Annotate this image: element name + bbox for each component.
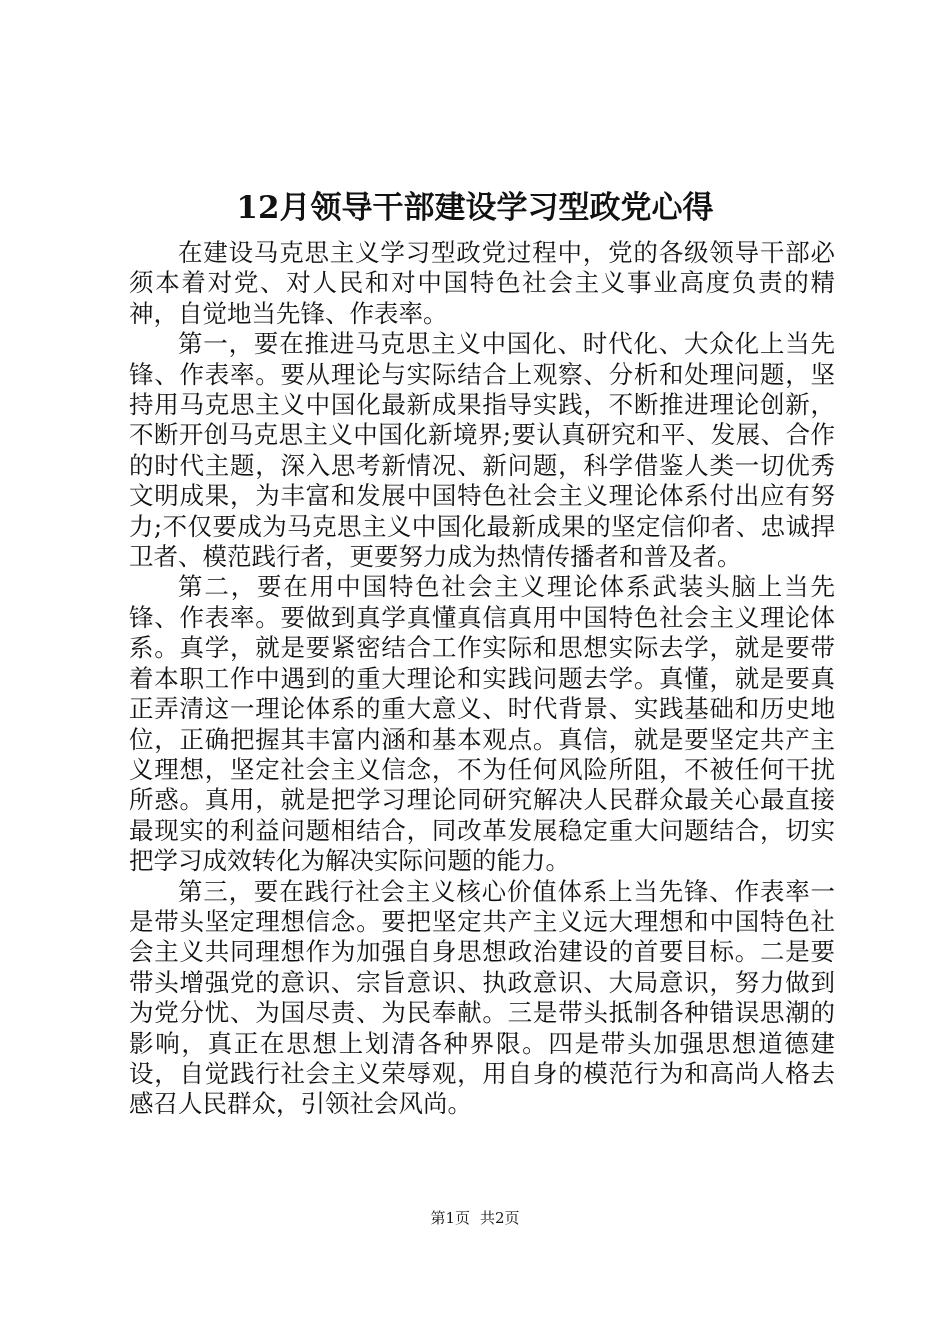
document-title: 12月领导干部建设学习型政党心得	[236, 190, 714, 226]
page-total: 共2页	[480, 1209, 520, 1227]
paragraph-first: 第一，要在推进马克思主义中国化、时代化、大众化上当先锋、作表率。要从理论与实际结合上观察、分析和处理问题，坚持用马克思主义中国化最新成果指导实践，不断推进理论创新，不断开创马克思主义中国化新境界;要认真研究和平、发展、合作的时代主题，深入思考新情况、新问题，科学借鉴人类一切优秀文明成果，为丰富和发展中国特色社会主义理论体系付出应有努力;不仅要成为马克思主义中国化最新成果的坚定信仰者、忠诚捍卫者、模范践行者，更要努力成为热情传播者和普及者。	[129, 329, 835, 572]
paragraph-second: 第二，要在用中国特色社会主义理论体系武装头脑上当先锋、作表率。要做到真学真懂真信真用中国特色社会主义理论体系。真学，就是要紧密结合工作实际和思想实际去学，就是要带着本职工作中遇到的重大理论和实践问题去学。真懂，就是要真正弄清这一理论体系的重大意义、时代背景、实践基础和历史地位，正确把握其丰富内涵和基本观点。真信，就是要坚定共产主义理想，坚定社会主义信念，不为任何风险所阻，不被任何干扰所惑。真用，就是把学习理论同研究解决人民群众最关心最直接最现实的利益问题相结合，同改革发展稳定重大问题结合，切实把学习成效转化为解决实际问题的能力。	[129, 572, 835, 876]
paragraph-third: 第三，要在践行社会主义核心价值体系上当先锋、作表率一是带头坚定理想信念。要把坚定共产主义远大理想和中国特色社会主义共同理想作为加强自身思想政治建设的首要目标。二是要带头增强党的意识、宗旨意识、执政意识、大局意识，努力做到为党分忧、为国尽责、为民奉献。三是带头抵制各种错误思潮的影响，真正在思想上划清各种界限。四是带头加强思想道德建设，自觉践行社会主义荣辱观，用自身的模范行为和高尚人格去感召人民群众，引领社会风尚。	[129, 876, 835, 1119]
page-number: 第1页	[430, 1209, 470, 1227]
document-body	[129, 238, 835, 1120]
page-footer	[0, 1208, 950, 1228]
paragraph-intro: 在建设马克思主义学习型政党过程中，党的各级领导干部必须本着对党、对人民和对中国特色社会主义事业高度负责的精神，自觉地当先锋、作表率。	[129, 238, 835, 328]
